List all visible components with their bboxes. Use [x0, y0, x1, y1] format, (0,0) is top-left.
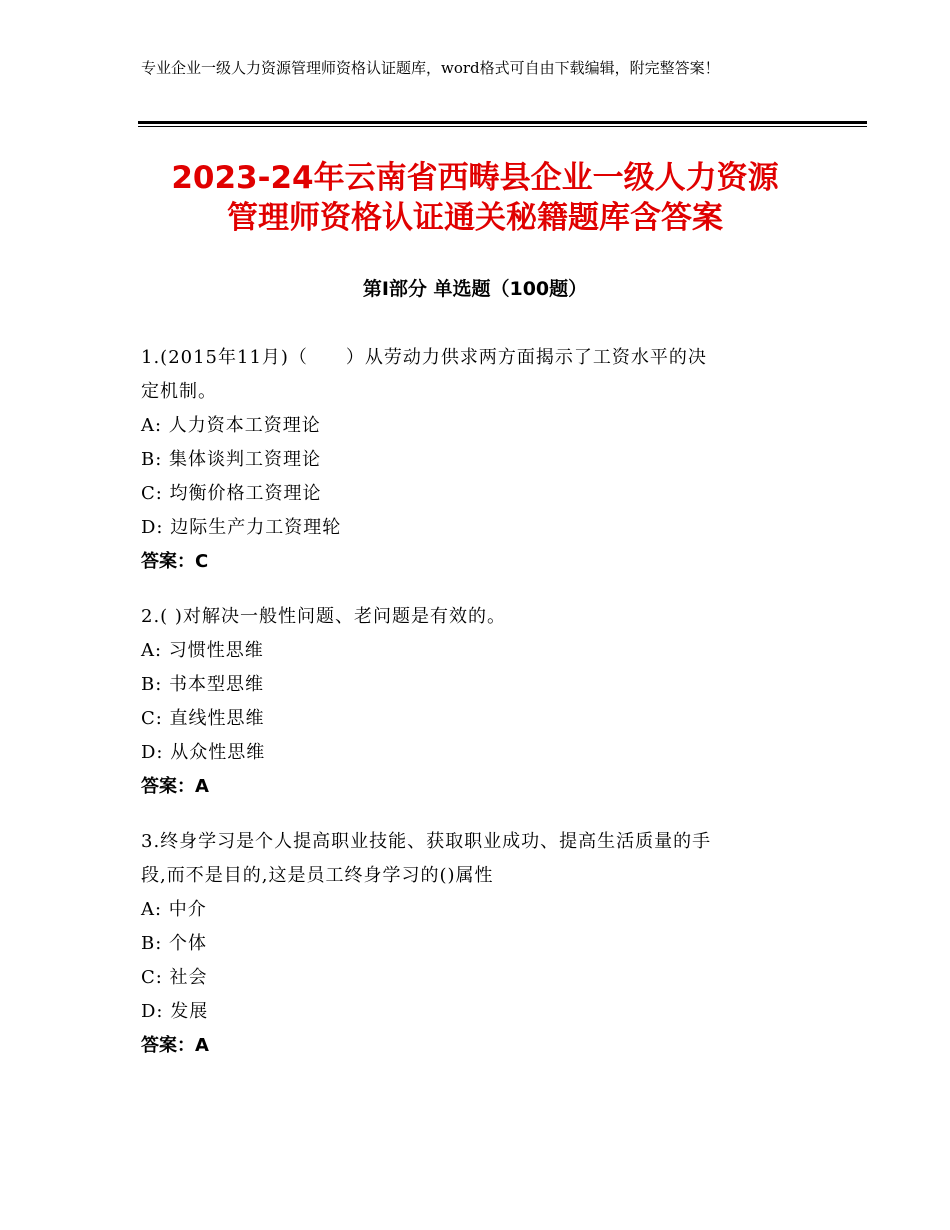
question-2: [141, 600, 811, 804]
question-1-option-b: B: 集体谈判工资理论: [141, 449, 322, 470]
question-1-option-d: D: 边际生产力工资理轮: [141, 517, 342, 538]
question-2-stem-line-1: 2.( )对解决一般性问题、老问题是有效的。: [141, 606, 506, 627]
question-3-option-a: A: 中介: [141, 899, 207, 920]
question-1-option-c: C: 均衡价格工资理论: [141, 483, 322, 504]
question-3-stem-line-2: 段,而不是目的,这是员工终身学习的()属性: [141, 865, 494, 886]
section-title: 第Ⅰ部分 单选题（100题）: [362, 278, 588, 300]
question-2-option-d: D: 从众性思维: [141, 742, 266, 763]
question-1: [141, 341, 811, 579]
question-list: [141, 341, 811, 1084]
question-2-option-b: B: 书本型思维: [141, 674, 265, 695]
header-note: 专业企业一级人力资源管理师资格认证题库，word格式可自由下载编辑，附完整答案！: [141, 59, 720, 77]
header-divider-thin: [138, 126, 867, 127]
question-3-stem-line-1: 3.终身学习是个人提高职业技能、获取职业成功、提高生活质量的手: [141, 831, 712, 852]
question-3-option-b: B: 个体: [141, 933, 208, 954]
question-1-answer: 答案：C: [141, 551, 209, 572]
document-title-line-1: 2023-24年云南省西畴县企业一级人力资源: [171, 160, 779, 196]
document-title-line-2: 管理师资格认证通关秘籍题库含答案: [227, 200, 723, 236]
question-3-answer: 答案：A: [141, 1035, 209, 1056]
header-divider-thick: [138, 121, 867, 124]
question-3: [141, 825, 811, 1063]
question-2-answer: 答案：A: [141, 776, 209, 797]
question-3-option-c: C: 社会: [141, 967, 208, 988]
question-1-stem-line-1: 1.(2015年11月)（ ）从劳动力供求两方面揭示了工资水平的决: [141, 347, 707, 368]
document-title: [100, 158, 850, 238]
question-2-option-a: A: 习惯性思维: [141, 640, 264, 661]
question-3-option-d: D: 发展: [141, 1001, 209, 1022]
question-2-option-c: C: 直线性思维: [141, 708, 265, 729]
question-1-stem-line-2: 定机制。: [141, 381, 217, 402]
question-1-option-a: A: 人力资本工资理论: [141, 415, 321, 436]
